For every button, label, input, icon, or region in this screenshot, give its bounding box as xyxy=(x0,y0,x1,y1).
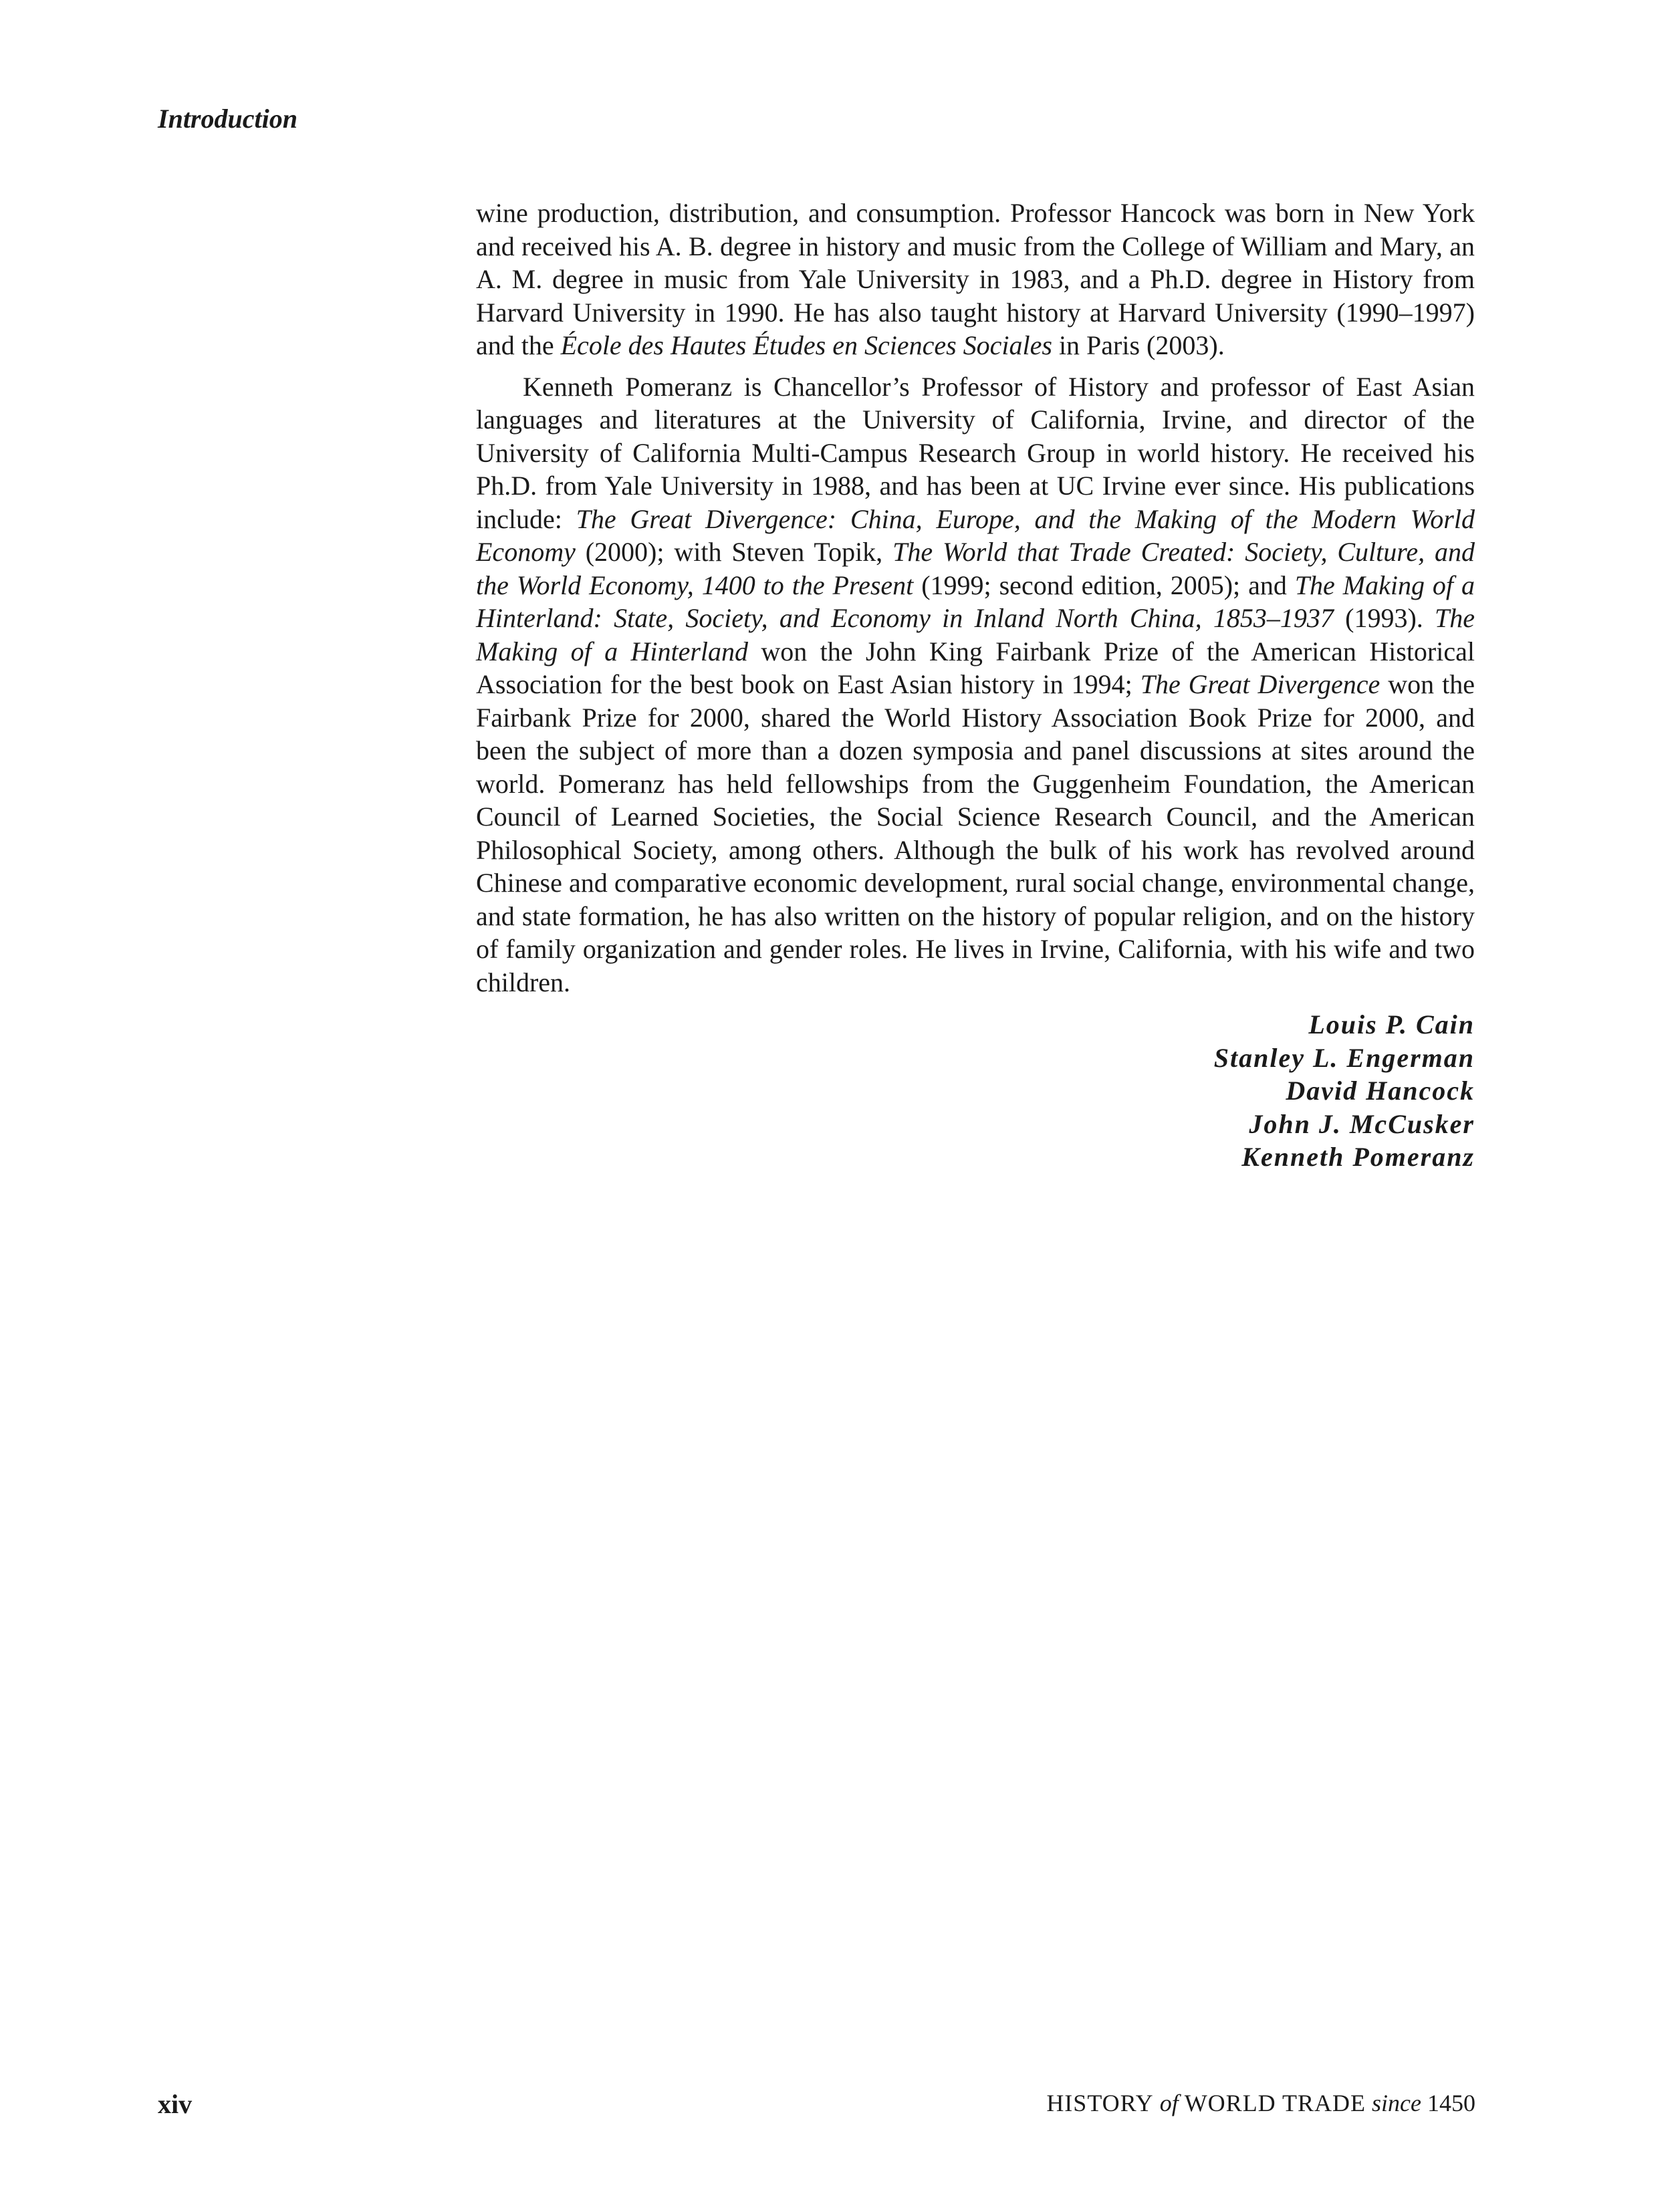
p2-text-1: Kenneth Pomeranz is Chancellor’s Professor of History and professor of East Asian languages and literatures at the University of California, Irvine, and director of the University of California Multi-Campus Research Group in world history. He received his Ph.D. from Yale University in 1988, and has been at UC Irvine ever since. His publications include: xyxy=(476,371,1475,534)
signatory: Kenneth Pomeranz xyxy=(1241,1142,1475,1172)
signatory: David Hancock xyxy=(1286,1076,1475,1106)
p2-text-6: won the Fairbank Prize for 2000, shared the World History Association Book Prize for 2000, and been the subject of more than a dozen symposia and panel discussions at sites around the world. Pomeranz has held fellowships from the Guggenheim Foundation, the American Council of Learned Societies, the Social Science Research Council, and the American Philosophical Society, among others. Although the bulk of his work has revolved around Chinese and comparative economic development, rural social change, environmental change, and state formation, he has also written on the history of popular religion, and on the history of family organization and gender roles. He lives in Irvine, California, with his wife and two children. xyxy=(476,669,1475,997)
running-foot-history: HISTORY xyxy=(1046,2090,1154,2116)
signatory: Stanley L. Engerman xyxy=(1213,1042,1475,1073)
paragraph-1 xyxy=(476,197,1475,362)
running-foot-of: of xyxy=(1159,2090,1179,2116)
paragraph-1-text: wine production, distribution, and consumption. Professor Hancock was born in New York and received his A. B. degree in history and music from the College of William and Mary, an A. M. degree in music from Yale University in 1983, and a Ph.D. degree in History from Harvard University in 1990. He has also taught history at Harvard University (1990–1997) and the xyxy=(476,198,1475,360)
body-text xyxy=(476,197,1475,1174)
p2-text-2: (2000); with Steven Topik, xyxy=(575,537,893,567)
p2-text-4: (1993). xyxy=(1333,603,1435,633)
p2-text-5: won the John King Fairbank Prize of the American Historical Association for the best book on East Asian history in 1994; xyxy=(476,636,1475,699)
running-foot-year: 1450 xyxy=(1427,2090,1475,2116)
paragraph-1-italic: École des Hautes Études en Sciences Sociales xyxy=(560,330,1052,360)
signature-block xyxy=(476,1008,1475,1174)
paragraph-1-text-end: in Paris (2003). xyxy=(1052,330,1225,360)
page-number: xiv xyxy=(158,2089,193,2119)
signatory: John J. McCusker xyxy=(1249,1108,1475,1139)
p2-book-title-4: The Making of a Hinterland xyxy=(476,603,1475,666)
p2-book-title-2: The World that Trade Created: Society, Culture, and the World Economy, 1400 to the Present xyxy=(476,537,1475,600)
p2-text-3: (1999; second edition, 2005); and xyxy=(913,570,1295,600)
running-head: Introduction xyxy=(158,104,297,134)
p2-book-title-3: The Making of a Hinterland: State, Society, and Economy in Inland North China, 1853–1937 xyxy=(476,570,1475,633)
running-foot-world-trade: WORLD TRADE xyxy=(1184,2090,1366,2116)
running-foot-since: since xyxy=(1372,2090,1421,2116)
p2-book-title-1: The Great Divergence: China, Europe, and the Making of the Modern World Economy xyxy=(476,503,1475,567)
paragraph-2 xyxy=(476,370,1475,999)
signatory: Louis P. Cain xyxy=(1308,1009,1475,1039)
running-foot xyxy=(1046,2091,1475,2115)
p2-book-title-5: The Great Divergence xyxy=(1140,669,1381,699)
